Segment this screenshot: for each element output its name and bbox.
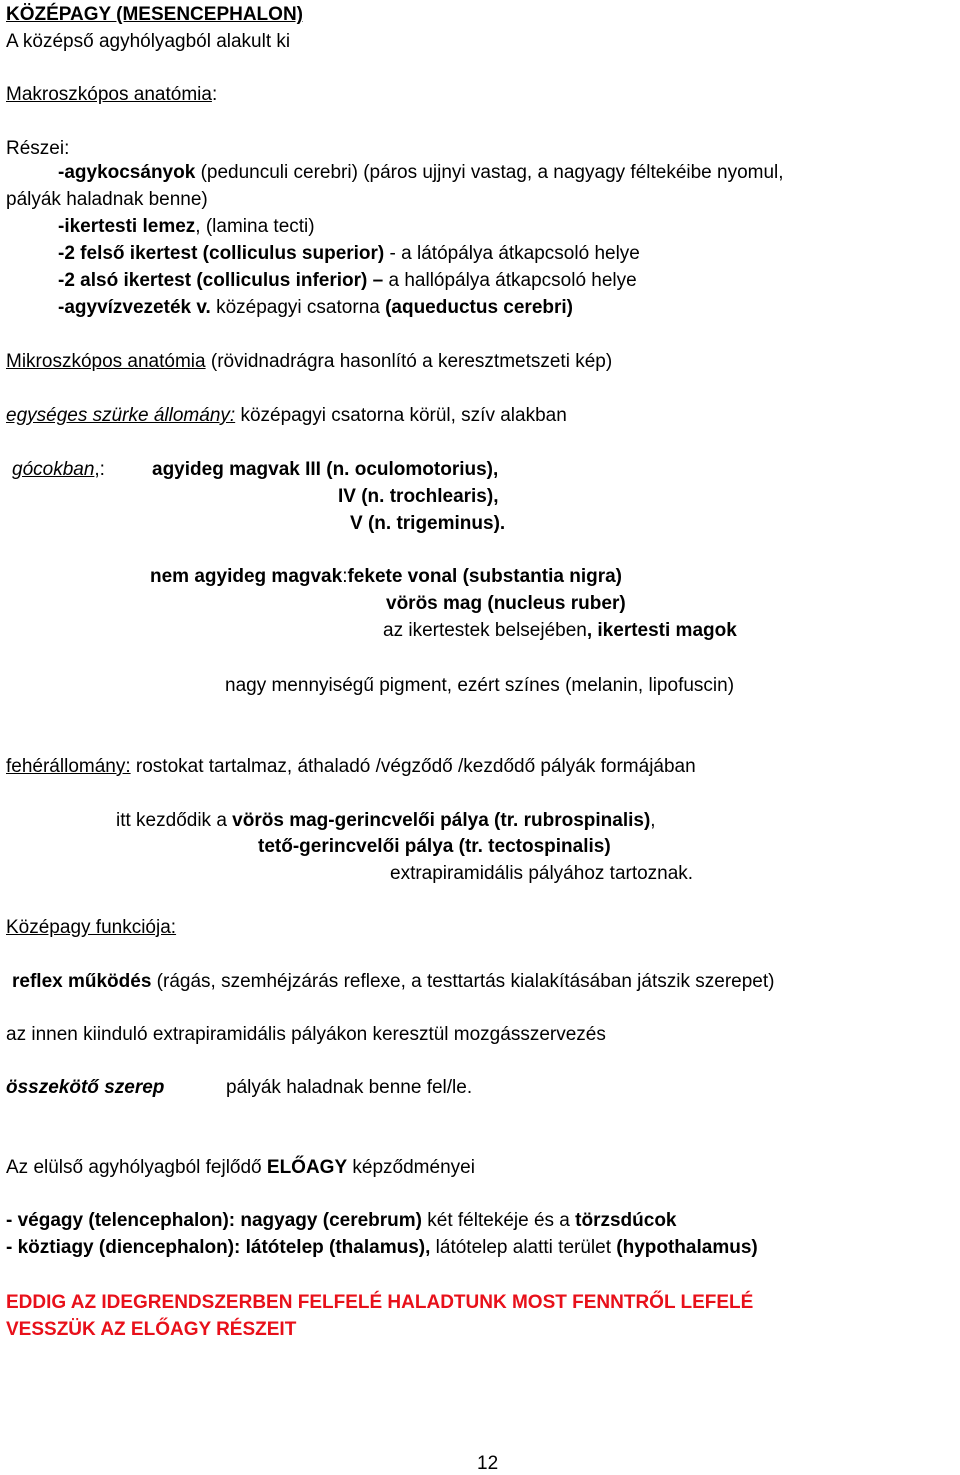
macro-heading-colon: : [211, 84, 218, 105]
cranial-nuclei-line-1: agyideg magvak III (n. oculomotorius), [152, 459, 499, 480]
macro-heading: Makroszkópos anatómia [6, 84, 212, 105]
non-cranial-line-1 [150, 566, 622, 588]
tectal-nuclei-location: az ikertestek belsejében [383, 620, 587, 641]
reflex-label: reflex működés [12, 971, 152, 992]
part-5-desc: a hallópálya átkapcsoló helye [383, 270, 637, 291]
part-line-6 [58, 297, 573, 319]
motor-organization-line: az innen kiinduló extrapiramidális pályákon keresztül mozgásszervezés [6, 1024, 606, 1045]
forebrain-intro-c: képződményei [347, 1157, 475, 1178]
tectospinal-tract: tető-gerincvelői pálya (tr. tectospinalis) [258, 836, 611, 857]
parts-label: Részei: [6, 138, 70, 159]
non-cranial-label: nem agyideg magvak [150, 566, 343, 587]
micro-heading-note: (rövidnadrágra hasonlító a keresztmetszeti kép) [205, 351, 613, 372]
telencephalon-term: - végagy (telencephalon): nagyagy (cerebrum) [6, 1210, 422, 1231]
white-matter-label: fehérállomány: [6, 756, 131, 777]
diencephalon-desc: látótelep alatti terület [430, 1237, 617, 1258]
part-line-2: pályák haladnak benne) [6, 189, 208, 210]
tract-comma: , [650, 810, 656, 831]
part-6-term: -agyvízvezeték v. [58, 297, 211, 318]
diencephalon-term: - köztiagy (diencephalon): látótelep (thalamus), [6, 1237, 431, 1258]
non-cranial-colon: : [342, 566, 348, 587]
tectal-nuclei: , ikertesti magok [586, 620, 737, 641]
page-subtitle: A középső agyhólyagból alakult ki [6, 31, 291, 52]
diencephalon-line [6, 1237, 758, 1259]
page-number: 12 [477, 1453, 499, 1474]
foci-label: gócokban [12, 459, 95, 480]
grey-matter-label: egységes szürke állomány: [6, 405, 236, 426]
rubrospinal-tract: vörös mag-gerincvelői pálya (tr. rubrospinalis) [232, 810, 651, 831]
part-3-term: -ikertesti lemez [58, 216, 196, 237]
telencephalon-desc: két féltekéje és a [422, 1210, 576, 1231]
part-1-desc: (pedunculi cerebri) (páros ujjnyi vastag, a nagyagy féltekéibe nyomul, [195, 162, 784, 183]
page-title: KÖZÉPAGY (MESENCEPHALON) [6, 4, 303, 25]
part-5-term: -2 alsó ikertest (colliculus inferior) – [58, 270, 384, 291]
notice-line-2: VESSZÜK AZ ELŐAGY RÉSZEIT [6, 1319, 297, 1340]
forebrain-intro [6, 1157, 475, 1179]
forebrain-intro-a: Az elülső agyhólyagból fejlődő [6, 1157, 267, 1178]
part-4-term: -2 felső ikertest (colliculus superior) [58, 243, 385, 264]
nucleus-ruber: vörös mag (nucleus ruber) [386, 593, 626, 614]
substantia-nigra: fekete vonal (substantia nigra) [347, 566, 622, 587]
forebrain-term: ELŐAGY [266, 1157, 348, 1178]
part-line-4 [58, 243, 640, 265]
link-label: összekötő szerep [6, 1077, 165, 1098]
part-1-term: -agykocsányok [58, 162, 196, 183]
part-line-3 [58, 216, 315, 238]
cranial-nuclei-line-3: V (n. trigeminus). [350, 513, 506, 534]
reflex-line [12, 971, 774, 993]
white-matter-line [6, 756, 696, 778]
part-6-mid: középagyi csatorna [210, 297, 386, 318]
link-desc: pályák haladnak benne fel/le. [226, 1077, 473, 1098]
part-3-desc: , (lamina tecti) [195, 216, 315, 237]
cranial-nuclei-line-2: IV (n. trochlearis), [338, 486, 499, 507]
part-6-latin: (aqueductus cerebri) [385, 297, 573, 318]
micro-heading: Mikroszkópos anatómia [6, 351, 206, 372]
reflex-desc: (rágás, szemhéjzárás reflexe, a testtartás kialakításában játszik szerepet) [151, 971, 775, 992]
tract-line-1 [116, 810, 656, 832]
tectal-nuclei-line [383, 620, 737, 642]
white-matter-desc: rostokat tartalmaz, áthaladó /végződő /kezdődő pályák formájában [130, 756, 696, 777]
pigment-note: nagy mennyiségű pigment, ezért színes (melanin, lipofuscin) [225, 675, 735, 696]
link-line [6, 1077, 164, 1099]
grey-matter-line [6, 405, 567, 427]
part-line-5 [58, 270, 637, 292]
part-4-desc: - a látópálya átkapcsoló helye [384, 243, 640, 264]
notice-line-1: EDDIG AZ IDEGRENDSZERBEN FELFELÉ HALADTUNK MOST FENNTRŐL LEFELÉ [6, 1292, 754, 1313]
foci-label-line [12, 459, 105, 481]
basal-ganglia: törzsdúcok [575, 1210, 677, 1231]
part-line-1 [58, 162, 784, 184]
tract-intro: itt kezdődik a [116, 810, 233, 831]
extrapyramidal-note: extrapiramidális pályához tartoznak. [390, 863, 694, 884]
foci-colon: ,: [94, 459, 105, 480]
grey-matter-desc: középagyi csatorna körül, szív alakban [235, 405, 567, 426]
telencephalon-line [6, 1210, 677, 1232]
micro-heading-line [6, 351, 612, 373]
function-heading: Középagy funkciója: [6, 917, 177, 938]
macro-heading-line [6, 84, 217, 106]
hypothalamus: (hypothalamus) [616, 1237, 758, 1258]
